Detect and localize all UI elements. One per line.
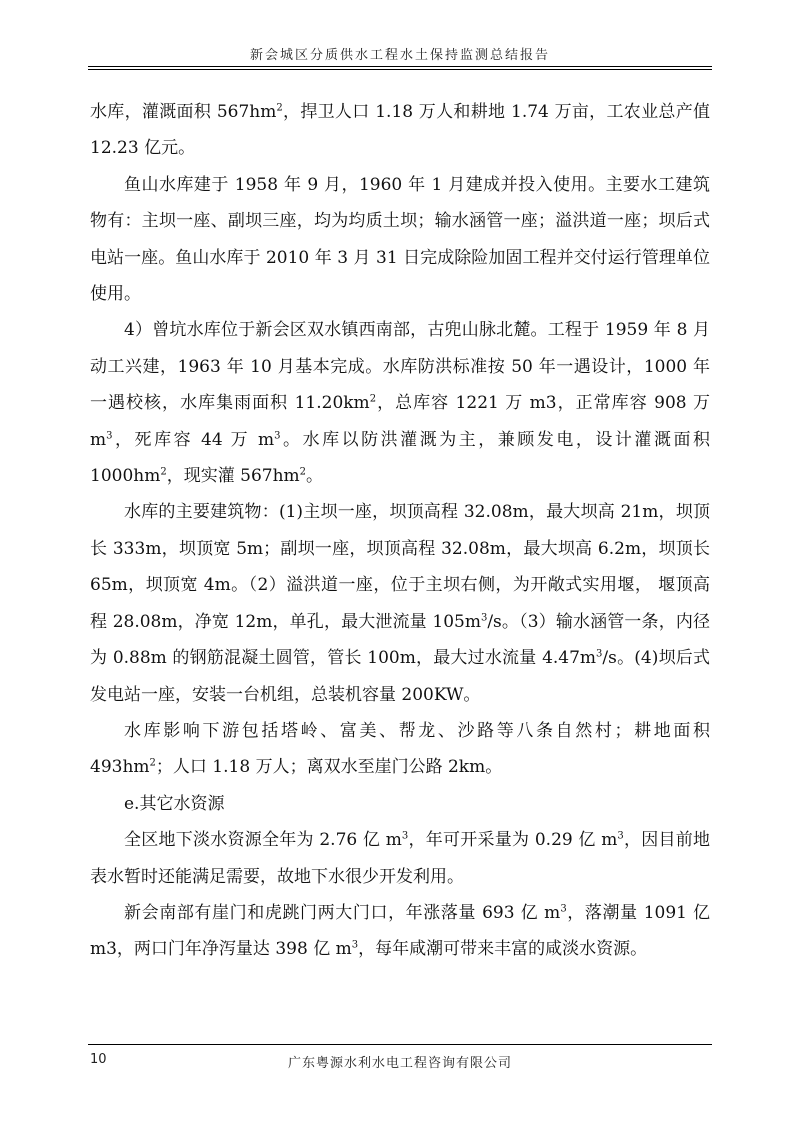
header-rule-double [88,69,712,70]
page-number: 10 [90,1052,107,1067]
text-run: 。水库以防洪灌溉为主，兼顾发电，设计灌溉面积 1000hm [90,429,710,487]
text-run: 水库影响下游包括塔岭、富美、帮龙、沙路等八条自然村；耕地面积 493hm [90,720,710,778]
text-run: ，落潮量 1091 亿 m3，两口门年净泻量达 398 亿 m [90,902,710,960]
superscript: 3 [617,830,624,842]
superscript: 2 [160,466,167,478]
superscript: 3 [401,830,409,842]
text-run: 新会南部有崖门和虎跳门两大门口，年涨落量 693 亿 m [124,902,561,923]
superscript: 2 [276,102,283,114]
paragraph-5 [90,713,710,786]
text-run: ，每年咸潮可带来丰富的咸淡水资源。 [358,939,648,960]
text-run: 。 [306,466,324,487]
paragraph-3 [90,312,710,494]
text-run: /s。（3）输水涵管一条，内径为 0.88m 的钢筋混凝土圆管，管长 100m，最大过水流量 4.47m [90,611,710,669]
paragraph-7 [90,822,710,895]
superscript: 3 [106,430,113,441]
section-heading: e.其它水资源 [124,793,225,814]
superscript: 2 [149,757,156,769]
superscript: 2 [299,466,307,478]
page-body [90,94,710,968]
superscript: 3 [596,648,603,660]
text-run: ，年可开采量为 0.29 亿 m [408,830,618,851]
text-run: 4）曾坑水库位于新会区双水镇西南部，古兜山脉北麓。工程于 1959 年 8 月动工兴建，1963 年 10 月基本完成。水库防洪标准按 50 年一遇设计，1000 年一遇校核，水库集雨面积 11.20km [90,320,710,414]
text-run: /s。(4)坝后式发电站一座，安装一台机组，总装机容量 200KW。 [90,648,710,705]
text-run: ，因目前地表水暂时还能满足需要，故地下水很少开发利用。 [90,830,710,887]
running-header: 新会城区分质供水工程水土保持监测总结报告 [249,48,550,63]
paragraph-1 [90,94,710,167]
text-run: ，总库容 1221 万 m3，正常库容 908 万 m [90,393,710,450]
superscript: 3 [560,903,567,915]
header-rule [88,66,712,67]
text-run: ，捍卫人口 1.18 万人和耕地 1.74 万亩，工农业总产值 12.23 亿元。 [90,102,710,159]
footer-rule [88,1044,712,1045]
text-run: 水库的主要建筑物：(1)主坝一座，坝顶高程 32.08m，最大坝高 21m，坝顶长 333m，坝顶宽 5m；副坝一座，坝顶高程 32.08m，最大坝高 6.2m，坝顶长 65m，坝顶宽 4m。（2）溢洪道一座，位于主坝右侧，为开敞式实用堰， 堰顶高程 28.08m，净宽 12m，单孔，最大泄流量 105m [90,502,710,632]
superscript: 3 [274,430,281,441]
text-run: ；人口 1.18 万人；离双水至崖门公路 2km。 [155,757,503,778]
paragraph-8 [90,895,710,968]
text-run: ，现实灌 567hm [166,466,300,487]
text-run: ，死库容 44 万 m [112,429,275,450]
superscript: 3 [351,939,359,951]
text-run: 水库，灌溉面积 567hm [90,102,277,122]
superscript: 3 [480,612,488,624]
superscript: 2 [369,393,377,405]
footer-company: 广东粤源水利水电工程咨询有限公司 [287,1056,512,1071]
paragraph-2: 鱼山水库建于 1958 年 9 月，1960 年 1 月建成并投入使用。主要水工建筑物有：主坝一座、副坝三座，均为均质土坝；输水涵管一座；溢洪道一座；坝后式电站一座。鱼山水库于 2010 年 3 月 31 日完成除险加固工程并交付运行管理单位使用。 [90,174,710,305]
text-run: 全区地下淡水资源全年为 2.76 亿 m [124,830,402,851]
paragraph-4 [90,494,710,712]
